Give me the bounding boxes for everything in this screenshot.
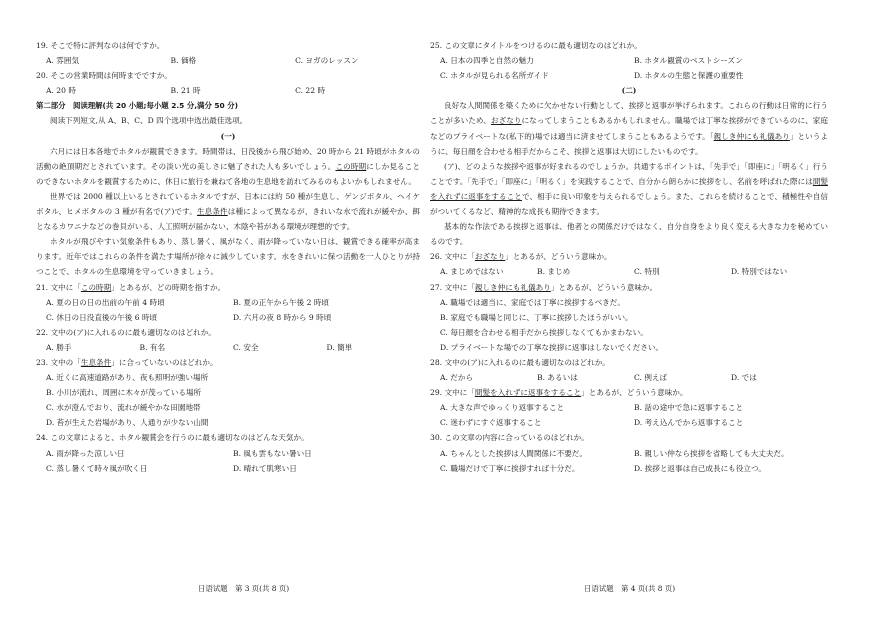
question-26: 26. 文中に「おざなり」とあるが、どういう意味か。 [430,252,612,262]
option[interactable]: B. 話の途中で急に返事すること [634,403,744,413]
option[interactable]: B. 夏の正午から午後 2 時頃 [233,297,330,307]
page-3-column [36,38,420,476]
option[interactable]: A. まじめではない [440,267,504,277]
question-25: 25. この文章にタイトルをつけるのに最も適切なのはどれか。 [430,41,642,50]
option[interactable]: B. まじめ [537,267,571,277]
option[interactable]: A. 雨が降った涼しい日 [46,448,125,458]
question-23: 23. 文中の「生息条件」に合っていないのはどれか。 [36,357,218,367]
option[interactable]: C. 休日の日没直後の午後 6 時頃 [46,312,158,322]
option[interactable]: A. 大きな声でゆっくり返事すること [440,403,565,413]
page-4-column [430,38,828,476]
option[interactable]: C. 職場だけで丁寧に挨拶すれば十分だ。 [440,463,580,473]
option[interactable]: D. 六月の夜 8 時から 9 時頃 [233,312,332,322]
section-heading: 第二部分 阅读理解(共 20 小题;每小题 2.5 分,满分 50 分) [36,101,239,111]
question-24: 24. この文章によると、ホタル観賞会を行うのに最も適切なのはどんな天気か。 [36,433,309,443]
option[interactable]: B. あるいは [537,373,578,383]
question-28: 28. 文中の(ア)に入れるのに最も適切なのはどれか。 [430,357,610,367]
underlined-phrase: の時期 [343,161,367,171]
passage-paragraph: 良好な人間関係を築くために欠かせない行動として、挨拶と返事が挙げられます。これらの行動は日常的に行うことが多いため、おざなりになってしまうこともあるかもしれません。職場では丁寧な挨拶ができているのに、家庭などのプライベートな(私下的)場では適当に済ませてしまうこともあるようです。「親しき仲にも礼儀あり」というように、毎日顔を合わせる相手だからこそ、挨拶と返事は大切にしたいものです。 [430,101,829,156]
option[interactable]: D. 挨拶と返事は自己成長にも役立つ。 [634,463,766,473]
passage-paragraph: 六月には日本各地でホタルが観賞できます。時間帯は、日没後から飛び始め、20 時から 21 時頃がホタルの活動の絶頂期だとされています。その淡い光の美しさに魅了された人も多いでしょう。この時期にしか見ることのできないホタルを観賞するために、休日に旅行を兼ねて各地の生息地を訪れてみるのもよいかもしれません。 [36,146,421,186]
question-20: 20. そこの営業時間は何時までですか。 [36,71,172,81]
page-footer: 日语试题 第 3 页(共 8 页) [198,584,290,593]
option[interactable]: D. 特別ではない [731,267,788,277]
option[interactable]: A. 勝手 [46,342,72,352]
passage-title: (一) [220,131,236,141]
question-19-options [36,53,420,68]
question-27: 27. 文中に「親しき仲にも礼儀あり」とあるが、どういう意味か。 [430,282,658,292]
question-22: 22. 文中の(ア)に入れるのに最も適切なのはどれか。 [36,327,216,337]
option[interactable]: D. 考え込んでから返事すること [634,418,744,428]
option[interactable]: D. 晴れて肌寒い日 [233,463,297,473]
underlined-phrase: 間髪を入れずに返事をすること [430,176,829,201]
section-instructions: 阅读下列短文,从 A、B、C、D 四个选项中选出最佳选项。 [50,116,248,126]
option[interactable]: C. 22 時 [295,86,326,96]
option[interactable]: D. 苔が生えた岩場があり、人通りが少ない山間 [46,418,209,428]
passage-paragraph: 基本的な作法である挨拶と返事は、他者との関係だけではなく、自分自身をより良く変える大きな力を秘めているのです。 [430,222,829,247]
underlined-phrase: おざなり [490,116,522,126]
option[interactable]: D. では [731,373,757,383]
option[interactable]: A. だから [440,373,474,383]
question-21: 21. 文中に「この時期」とあるが、どの時期を指すか。 [36,282,226,292]
option[interactable]: A. 日本の四季と自然の魅力 [440,56,534,66]
option[interactable]: B. 親しい仲なら挨拶を省略しても大丈夫だ。 [634,448,789,458]
underlined-phrase: こ [335,161,344,171]
passage-paragraph: 世界では 2000 種以上いるとされているホタルですが、日本には約 50 種が生息し、ゲンジボタル、ヘイケボタル、ヒメボタルの 3 種が有名で(ア)です。生息条件は種によって異なるが、きれいな水で流れが緩やか、餌となるカワニナなどの巻貝がいる、人工照明が届かない、木陰や苔がある環境が理想的です。 [36,191,421,232]
option[interactable]: C. ヨガのレッスン [295,56,359,66]
question-30: 30. この文章の内容に合っているのはどれか。 [430,433,589,443]
underlined-phrase: 親しき仲にも礼儀あり [713,131,790,141]
option[interactable]: B. 価格 [170,56,197,66]
option[interactable]: A. 20 時 [46,86,76,96]
option[interactable]: C. 例えば [634,373,668,383]
option[interactable]: A. 夏の日の日の出前の午前 4 時頃 [46,297,165,307]
option[interactable]: C. 毎日顔を合わせる相手だから挨拶しなくてもかまわない。 [440,327,648,337]
option[interactable]: B. ホタル観賞のベストシーズン [634,56,743,66]
option[interactable]: B. 風も雲もない暑い日 [233,448,312,458]
passage-paragraph: (ア)、どのような挨拶や返事が好まれるのでしょうか。共通するポイントは、「先手で」「即座に」「明るく」行うことです。「先手で」「即座に」「明るく」を実践することで、自分から朗らかに挨拶をし、名前を呼ばれた際には間髪を入れずに返事をすることで、相手に良い印象を与えられるでしょう。また、これらを続けることで、積極性や自信がついてくるなど、精神的な成長も期待できます。 [430,161,829,217]
option[interactable]: B. 21 時 [170,86,201,96]
option[interactable]: C. 水が澄んでおり、流れが緩やかな田園地帯 [46,403,201,413]
question-19: 19. そこで特に評判なのは何ですか。 [36,41,165,50]
option[interactable]: C. 蒸し暑くて時々風が吹く日 [46,463,148,473]
option[interactable]: B. 家庭でも職場と同じに、丁寧に挨拶したほうがいい。 [440,312,633,322]
option[interactable]: B. 小川が流れ、周囲に木々が茂っている場所 [46,388,202,398]
option[interactable]: B. 有名 [139,342,166,352]
option[interactable]: C. 特別 [634,267,660,277]
option[interactable]: C. 安全 [233,342,259,352]
option[interactable]: A. 職場では適当に、家庭では丁寧に挨拶するべきだ。 [440,297,625,307]
option[interactable]: A. 雰囲気 [46,56,80,66]
option[interactable]: D. ホタルの生態と保護の重要性 [634,71,744,81]
page-footer: 日语试题 第 4 页(共 8 页) [584,584,676,593]
option[interactable]: D. 簡単 [326,342,353,352]
underlined-phrase: 生息条件 [196,207,228,217]
passage-paragraph: ホタルが飛びやすい気象条件もあり、蒸し暑く、風がなく、雨が降っていない日は、観賞できる確率が高まります。近年ではこれらの条件を満たす場所が徐々に減少しています。水をきれいに保つ活動を一人ひとりが持つことで、ホタルの生息環境を守っていきましょう。 [36,237,420,277]
passage-title: (二) [621,86,637,96]
option[interactable]: D. プライベートな場での丁寧な挨拶に返事はしないでください。 [440,342,664,352]
option[interactable]: C. 迷わずにすぐ返事すること [440,418,542,428]
question-20-options [36,83,420,98]
option[interactable]: C. ホタルが見られる名所ガイド [440,71,549,81]
option[interactable]: A. ちゃんとした挨拶は人間関係に不要だ。 [440,448,587,458]
question-29: 29. 文中に「間髪を入れずに返事をすること」とあるが、どういう意味か。 [430,388,688,398]
option[interactable]: A. 近くに高速道路があり、夜も照明が強い場所 [46,373,209,383]
